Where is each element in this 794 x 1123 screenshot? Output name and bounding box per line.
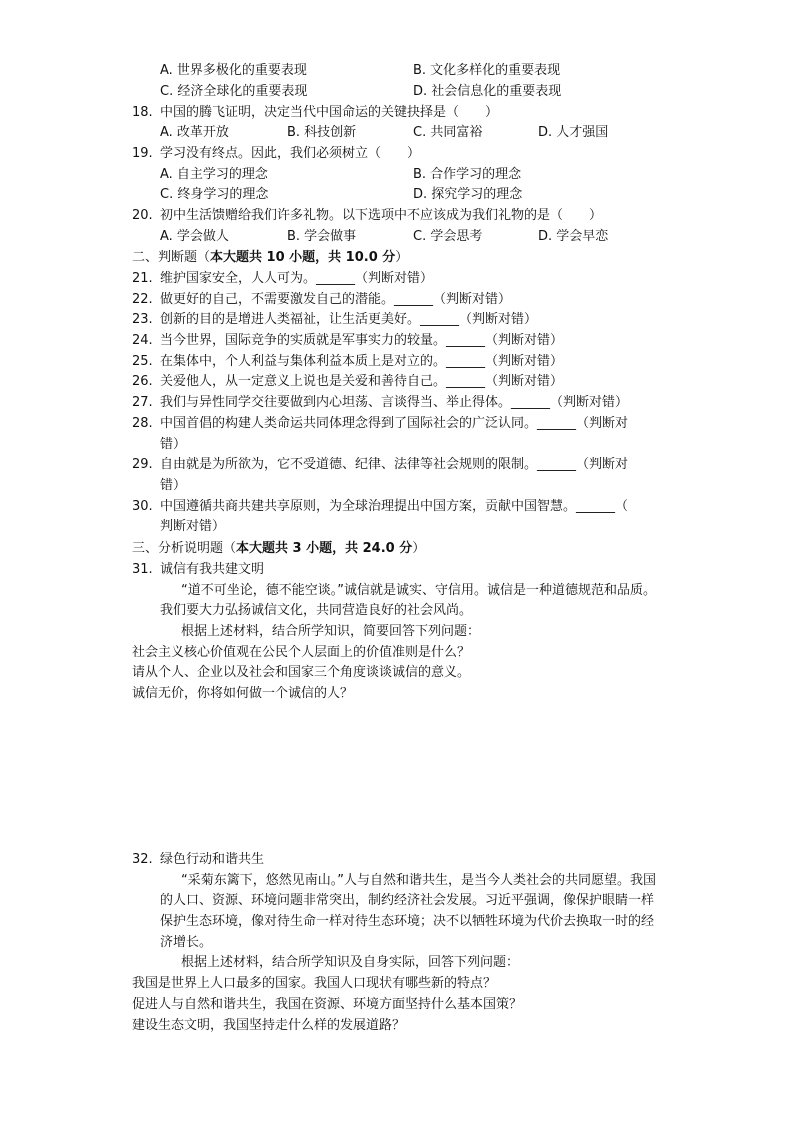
question-text: 中国遵循共商共建共享原则，为全球治理提出中国方案，贡献中国智慧。______（	[160, 498, 629, 514]
question-number: 25.	[132, 353, 153, 369]
question-stem: 中国的腾飞证明，决定当代中国命运的关键抉择是（ ）	[160, 104, 499, 120]
question-number: 29.	[132, 457, 153, 473]
question-number: 26.	[132, 374, 153, 390]
question-text-continued: 错）	[160, 478, 187, 494]
option-b: B. 合作学习的理念	[413, 166, 522, 182]
question-number: 19.	[132, 146, 153, 161]
option-b: B. 文化多样化的重要表现	[413, 63, 561, 78]
option-c: C. 学会思考	[413, 228, 483, 244]
question-text: 做更好的自己，不需要激发自己的潜能。______（判断对错）	[160, 291, 512, 307]
q17-options	[0, 61, 794, 102]
section-prefix: 二、判断题（	[132, 250, 211, 265]
question-text: 我们与异性同学交往要做到内心坦荡、言谈得当、举止得体。______（判断对错）	[160, 395, 629, 411]
question-20	[0, 206, 794, 247]
sub-question: 促进人与自然和谐共生，我国在资源、环境方面坚持什么基本国策？	[132, 996, 523, 1012]
question-number: 20.	[132, 208, 153, 223]
sub-question: 请从个人、企业以及社会和国家三个角度谈谈诚信的意义。	[132, 665, 471, 681]
section-info: 本大题共 10 小题，共 10.0 分	[210, 250, 396, 265]
sub-question: 诚信无价，你将如何做一个诚信的人？	[132, 686, 354, 702]
section-suffix: ）	[412, 541, 426, 556]
option-a: A. 自主学习的理念	[160, 166, 268, 182]
question-instruction: 根据上述材料，结合所学知识及自身实际，回答下列问题：	[181, 955, 520, 971]
question-stem: 初中生活馈赠给我们许多礼物。以下选项中不应该成为我们礼物的是（ ）	[160, 208, 603, 223]
section-heading-true-false	[0, 248, 794, 269]
section-prefix: 三、分析说明题（	[132, 541, 237, 556]
option-c: C. 共同富裕	[413, 125, 483, 141]
option-d: D. 人才强国	[538, 125, 609, 141]
option-d: D. 社会信息化的重要表现	[413, 83, 562, 99]
option-c: C. 终身学习的理念	[160, 187, 269, 203]
option-a: A. 改革开放	[160, 125, 229, 141]
section-suffix: ）	[395, 250, 409, 265]
tf-item	[0, 331, 794, 352]
tf-item	[0, 455, 794, 476]
tf-item	[0, 393, 794, 414]
question-number: 30.	[132, 498, 153, 514]
tf-item	[0, 414, 794, 435]
section-info: 本大题共 3 小题，共 24.0 分	[236, 541, 413, 556]
question-number: 28.	[132, 416, 153, 431]
question-text: 当今世界，国际竞争的实质就是军事实力的较量。______（判断对错）	[160, 333, 564, 349]
question-number: 27.	[132, 395, 153, 411]
question-text: 在集体中，个人利益与集体利益本质上是对立的。______（判断对错）	[160, 353, 564, 369]
question-text: 自由就是为所欲为，它不受道德、纪律、法律等社会规则的限制。______（判断对	[160, 457, 629, 473]
question-text-continued: 判断对错）	[160, 519, 226, 535]
question-31	[0, 560, 794, 705]
question-text: 维护国家安全，人人可为。______（判断对错）	[160, 271, 434, 286]
question-text: 关爱他人，从一定意义上说也是关爱和善待自己。______（判断对错）	[160, 374, 564, 390]
option-c: C. 经济全球化的重要表现	[160, 83, 308, 99]
question-number: 21.	[132, 271, 153, 286]
sub-question: 我国是世界上人口最多的国家。我国人口现状有哪些新的特点？	[132, 976, 497, 992]
question-32	[0, 850, 794, 1036]
question-number: 22.	[132, 291, 153, 307]
option-a: A. 学会做人	[160, 228, 229, 244]
true-false-wrapped-list	[0, 414, 794, 538]
option-d: D. 学会早恋	[538, 228, 609, 244]
true-false-list	[0, 269, 794, 414]
option-d: D. 探究学习的理念	[413, 187, 523, 203]
question-19	[0, 144, 794, 206]
question-number: 23.	[132, 312, 153, 328]
question-18	[0, 103, 794, 144]
question-material: “道不可坐论，德不能空谈。”诚信就是诚实、守信用。诚信是一种道德规范和品质。我们要大力弘扬诚信文化，共同营造良好的社会风尚。	[160, 582, 656, 619]
question-number: 18.	[132, 104, 153, 120]
tf-item	[0, 497, 794, 518]
question-number: 31.	[132, 562, 153, 577]
question-number: 24.	[132, 333, 153, 349]
question-text-continued: 错）	[160, 436, 187, 452]
sub-question: 建设生态文明，我国坚持走什么样的发展道路？	[132, 1017, 406, 1033]
question-text: 创新的目的是增进人类福祉，让生活更美好。______（判断对错）	[160, 312, 538, 328]
section-heading-analysis	[0, 539, 794, 560]
question-stem: 学习没有终点。因此，我们必须树立（ ）	[160, 146, 421, 161]
tf-item	[0, 372, 794, 393]
tf-item	[0, 290, 794, 311]
question-title: 诚信有我共建文明	[160, 562, 265, 577]
tf-item	[0, 352, 794, 373]
question-material: “采菊东篱下，悠然见南山。”人与自然和谐共生，是当今人类社会的共同愿望。我国的人口、资源、环境问题非常突出，制约经济社会发展。习近平强调，像保护眼睛一样保护生态环境，像对待生命一样对待生态环境；决不以牺牲环境为代价去换取一时的经济增长。	[160, 872, 656, 950]
option-b: B. 学会做事	[287, 228, 357, 244]
question-title: 绿色行动和谐共生	[160, 852, 265, 867]
question-number: 32.	[132, 852, 153, 867]
sub-question: 社会主义核心价值观在公民个人层面上的价值准则是什么？	[132, 644, 471, 660]
question-text: 中国首倡的构建人类命运共同体理念得到了国际社会的广泛认同。______（判断对	[160, 416, 629, 431]
option-a: A. 世界多极化的重要表现	[160, 63, 307, 78]
question-instruction: 根据上述材料，结合所学知识，简要回答下列问题：	[181, 624, 481, 640]
option-b: B. 科技创新	[287, 125, 357, 141]
tf-item	[0, 310, 794, 331]
tf-item	[0, 269, 794, 290]
